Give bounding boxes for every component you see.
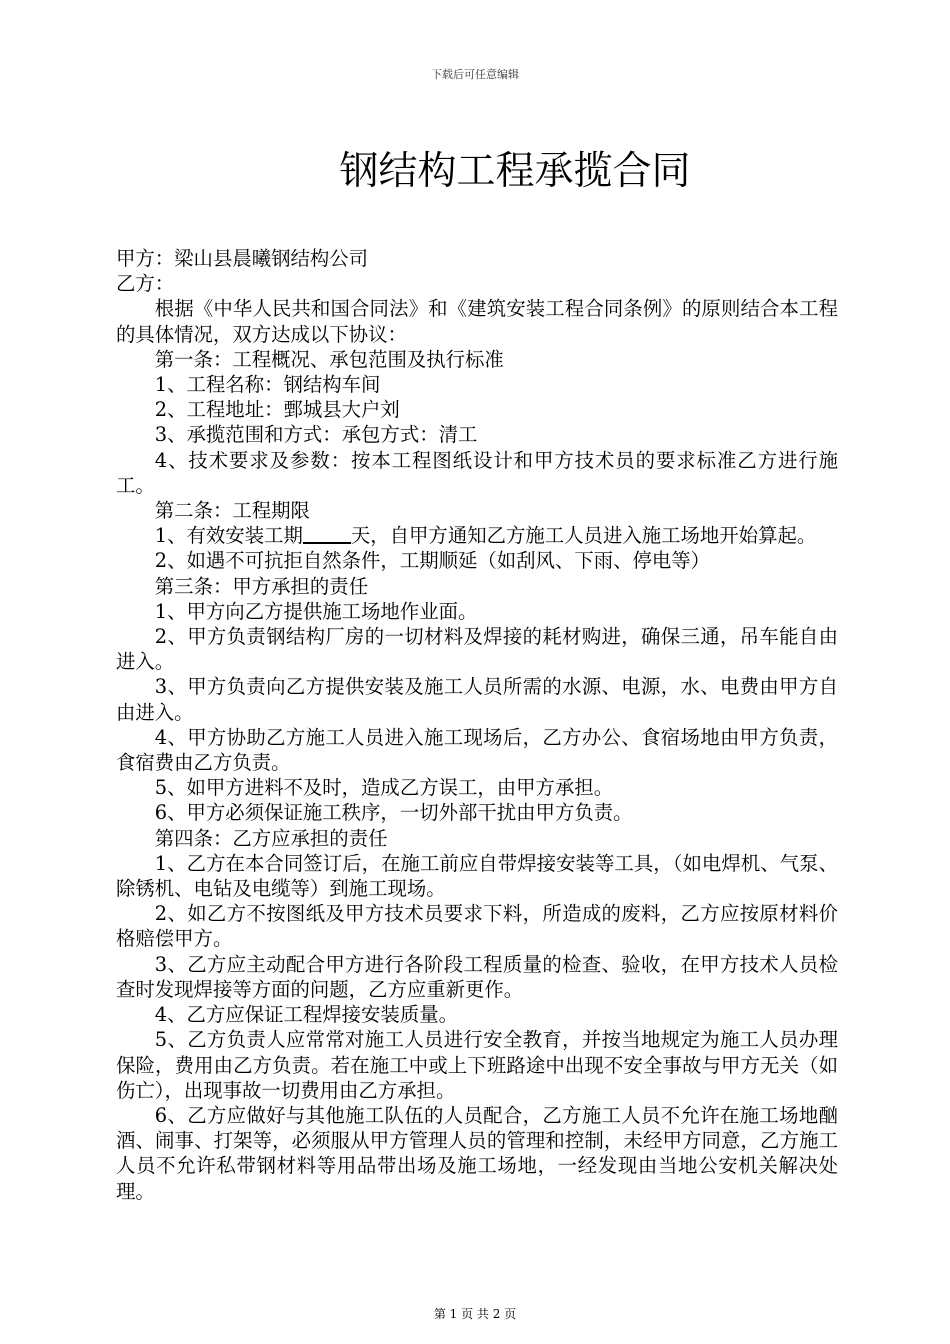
article-1-item: 2、工程地址：鄄城县大户刘 <box>154 398 400 422</box>
article-4-item: 5、乙方负责人应常常对施工人员进行安全教育，并按当地规定为施工人员办理保险，费用由乙方负责。若在施工中或上下班路途中出现不安全事故与甲方无关（如伤亡），出现事故一切费用由乙方承担。 <box>116 1028 838 1102</box>
article-1-item: 3、承揽范围和方式：承包方式：清工 <box>154 423 478 447</box>
article-4-item: 4、乙方应保证工程焊接安装质量。 <box>154 1003 458 1027</box>
article-4-item: 2、如乙方不按图纸及甲方技术员要求下料，所造成的废料，乙方应按原材料价格赔偿甲方。 <box>116 902 838 951</box>
article-3-item: 6、甲方必须保证施工秩序，一切外部干扰由甲方负责。 <box>154 801 633 825</box>
article-2-item-2: 2、如遇不可抗拒自然条件，工期顺延（如刮风、下雨、停电等） <box>154 549 711 573</box>
article-4-item: 3、乙方应主动配合甲方进行各阶段工程质量的检查、验收，在甲方技术人员检查时发现焊接等方面的问题，乙方应重新更作。 <box>116 952 838 1001</box>
article-3-item: 1、甲方向乙方提供施工场地作业面。 <box>154 599 478 623</box>
article-4-item: 6、乙方应做好与其他施工队伍的人员配合，乙方施工人员不允许在施工场地酗酒、闹事、打架等，必须服从甲方管理人员的管理和控制，未经甲方同意，乙方施工人员不允许私带钢材料等用品带出场及施工场地，一经发现由当地公安机关解决处理。 <box>116 1103 838 1203</box>
article-2-item-1 <box>116 523 838 548</box>
article-3-heading: 第三条：甲方承担的责任 <box>154 574 369 598</box>
header-note: 下载后可任意编辑 <box>431 68 519 81</box>
article-4-item: 1、乙方在本合同签订后，在施工前应自带焊接安装等工具，（如电焊机、气泵、除锈机、电钻及电缆等）到施工现场。 <box>116 851 838 901</box>
article-3-item: 5、如甲方进料不及时，造成乙方误工，由甲方承担。 <box>154 776 614 800</box>
article-2-heading: 第二条：工程期限 <box>154 499 310 523</box>
duration-blank <box>303 524 351 544</box>
article-4-heading: 第四条：乙方应承担的责任 <box>154 826 388 850</box>
article-1-item: 1、工程名称：钢结构车间 <box>154 373 381 397</box>
article-3-item: 4、甲方协助乙方施工人员进入施工现场后，乙方办公、食宿场地由甲方负责，食宿费由乙方负责。 <box>116 725 838 775</box>
party-a: 甲方：梁山县晨曦钢结构公司 <box>116 247 369 270</box>
article-2-item-1-suffix: 天，自甲方通知乙方施工人员进入施工场地开始算起。 <box>350 524 817 548</box>
article-2-item-1-prefix: 1、有效安装工期 <box>154 524 303 548</box>
document-title: 钢结构工程承揽合同 <box>339 149 691 194</box>
article-3-item: 2、甲方负责钢结构厂房的一切材料及焊接的耗材购进，确保三通，吊车能自由进入。 <box>116 625 838 674</box>
page-footer: 第 1 页 共 2 页 <box>433 1307 517 1321</box>
article-1-heading: 第一条：工程概况、承包范围及执行标准 <box>154 347 504 371</box>
article-3-item: 3、甲方负责向乙方提供安装及施工人员所需的水源、电源，水、电费由甲方自由进入。 <box>116 675 838 724</box>
contract-body <box>116 246 838 1204</box>
article-1-item: 4、技术要求及参数：按本工程图纸设计和甲方技术员的要求标准乙方进行施工。 <box>116 448 838 497</box>
intro-paragraph: 根据《中华人民共和国合同法》和《建筑安装工程合同条例》的原则结合本工程的具体情况，双方达成以下协议： <box>116 297 838 346</box>
party-b: 乙方： <box>116 272 175 296</box>
